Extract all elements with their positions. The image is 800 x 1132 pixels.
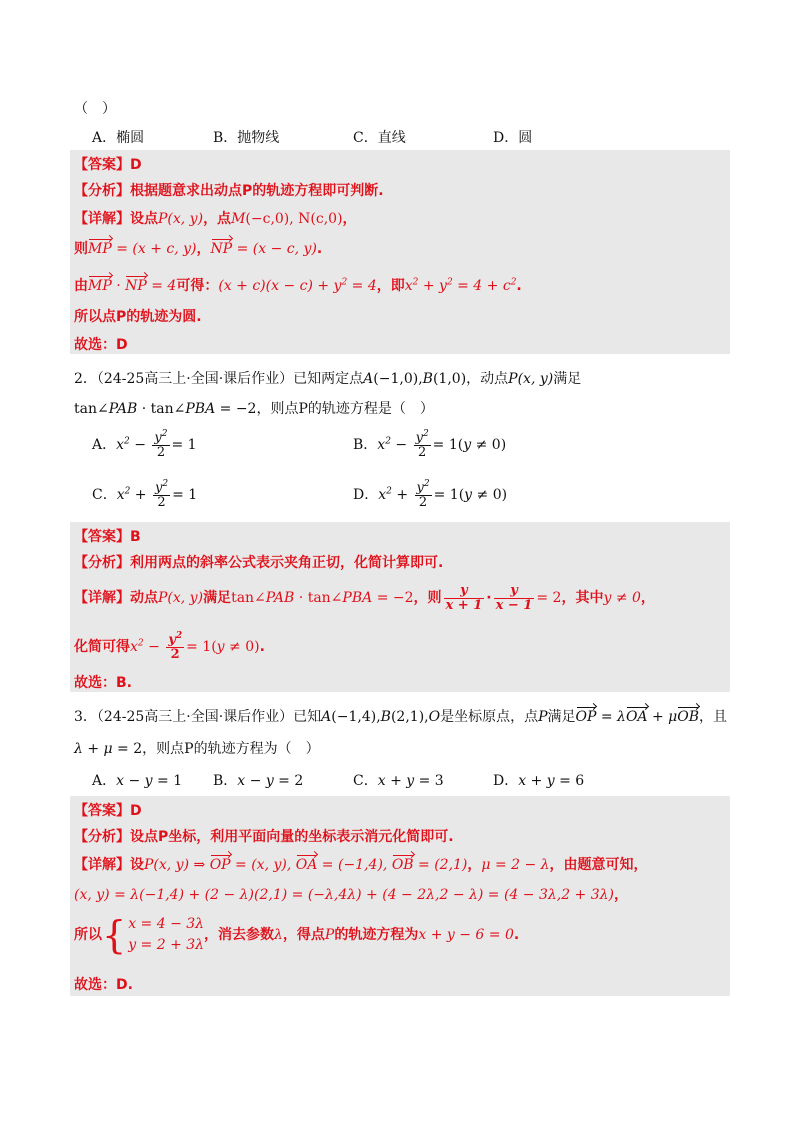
q3-answer: 【答案】D <box>74 803 142 819</box>
q3-option-a: A．x − y = 1 <box>92 773 183 789</box>
q3-detail-line1: 【详解】设P(x, y) ⇒ OP = (x, y), OA = (−1,4), OB = (2,1)，μ = 2 − λ，由题意可知， <box>74 857 648 873</box>
q1-detail-line2: 则MP = (x + c, y)，NP = (x − c, y). <box>74 241 323 257</box>
q1-detail-line1: 【详解】设点P(x, y)，点M(−c,0), N(c,0)， <box>74 211 357 227</box>
q2-answer: 【答案】B <box>74 529 141 545</box>
q2-analysis: 【分析】利用两点的斜率公式表示夹角正切，化简计算即可. <box>74 555 444 571</box>
q3-option-d: D．x + y = 6 <box>493 773 585 789</box>
q3-stem-line2: λ + μ = 2，则点P的轨迹方程为（ ） <box>74 741 320 757</box>
q2-stem-line2: tan∠PAB · tan∠PBA = −2，则点P的轨迹方程是（ ） <box>74 401 434 417</box>
q1-analysis: 【分析】根据题意求出动点P的轨迹方程即可判断. <box>74 183 384 199</box>
q2-option-d: D．$x^2$ + $\frac{y^2}{2}$ = 1(y ≠ 0) <box>353 479 508 510</box>
q1-solution-box <box>70 150 730 354</box>
q3-choose: 故选：D. <box>74 977 133 993</box>
q2-choose: 故选：B. <box>74 675 132 691</box>
q2-option-a: A．$x^2$ − $\frac{y^2}{2}$ = 1 <box>92 429 197 460</box>
q1-detail-line3: 由MP · NP = 4可得：$(x + c)(x - c) + y^2 = 4$，即$x^2 + y^2 = 4 + c^2$. <box>74 277 522 294</box>
q3-stem-line1: 3．（24-25高三上·全国·课后作业）已知A(−1,4),B(2,1),O是坐标原点，点P满足OP = λOA + μOB，且 <box>74 709 728 725</box>
q2-stem-line1: 2．（24-25高三上·全国·课后作业）已知两定点A(−1,0),B(1,0)，动点P(x, y)满足 <box>74 371 582 387</box>
q1-conclusion: 所以点P的轨迹为圆. <box>74 309 202 325</box>
q3-option-b: B．x − y = 2 <box>213 773 304 789</box>
q1-answer: 【答案】D <box>74 157 142 173</box>
q3-option-c: C．x + y = 3 <box>353 773 444 789</box>
q2-detail-line2: 化简可得$x^2$ − $\frac{y^2}{2}$ = 1(y ≠ 0). <box>74 631 265 662</box>
q1-option-d: D．圆 <box>493 130 533 146</box>
q3-detail-line3: 所以{ x = 4 − 3λ y = 2 + 3λ ，消去参数λ，得点P的轨迹方程为x + y − 6 = 0. <box>74 913 520 957</box>
q2-solution-box <box>70 522 730 692</box>
q3-solution-box <box>70 796 730 996</box>
q1-option-c: C．直线 <box>353 130 406 146</box>
q1-answer-paren: （ ） <box>74 101 116 117</box>
q3-detail-line2: (x, y) = λ(−1,4) + (2 − λ)(2,1) = (−λ,4λ) + (4 − 2λ,2 − λ) = (4 − 3λ,2 + 3λ)， <box>74 887 628 903</box>
q2-detail-line1: 【详解】动点P(x, y)满足tan∠PAB · tan∠PBA = −2，则 $\frac{y}{x + 1}$ · $\frac{y}{x - 1}$ = 2，其中y ≠ 0， <box>74 583 655 613</box>
q3-analysis: 【分析】设点P坐标，利用平面向量的坐标表示消元化简即可. <box>74 829 454 845</box>
q2-option-c: C．$x^2$ + $\frac{y^2}{2}$ = 1 <box>92 479 198 510</box>
q1-option-b: B．抛物线 <box>213 130 280 146</box>
q1-option-a: A．椭圆 <box>92 130 145 146</box>
q1-choose: 故选：D <box>74 337 128 353</box>
q2-option-b: B．$x^2$ − $\frac{y^2}{2}$ = 1(y ≠ 0) <box>353 429 507 460</box>
